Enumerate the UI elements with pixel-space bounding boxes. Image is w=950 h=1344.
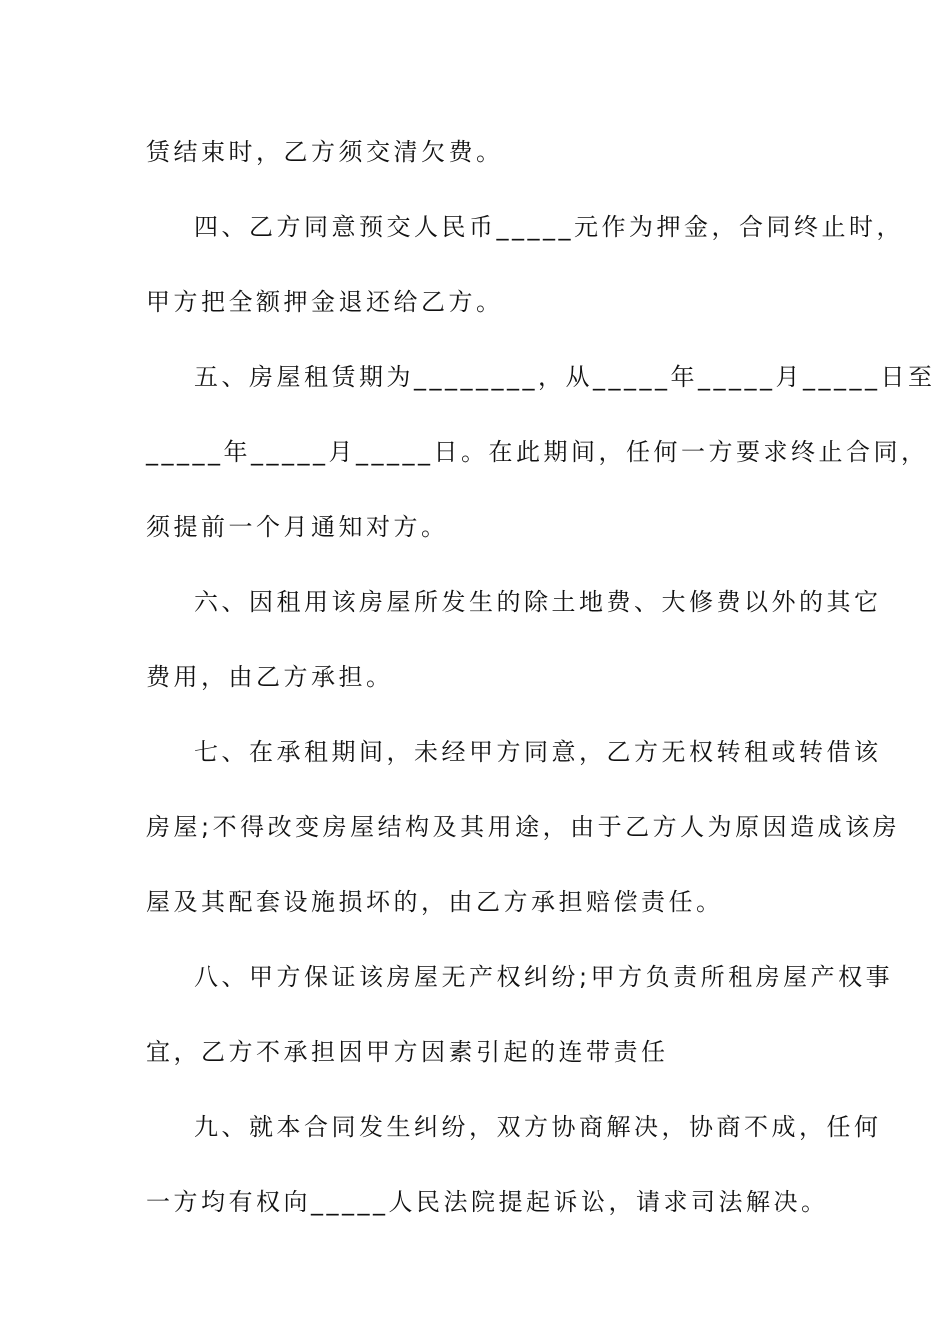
text-line: 须提前一个月通知对方。 <box>146 513 449 541</box>
clause-4-line: 四、乙方同意预交人民币_____元作为押金，合同终止时， <box>194 213 904 241</box>
text-line: _____年_____月_____日。在此期间，任何一方要求终止合同， <box>146 438 929 466</box>
text-line: 宜，乙方不承担因甲方因素引起的连带责任 <box>146 1038 669 1066</box>
clause-8-line: 八、甲方保证该房屋无产权纠纷;甲方负责所租房屋产权事 <box>194 963 894 991</box>
text-line: 甲方把全额押金退还给乙方。 <box>146 288 504 316</box>
clause-9-line: 九、就本合同发生纠纷，双方协商解决，协商不成，任何 <box>194 1113 882 1141</box>
text-line: 屋及其配套设施损坏的，由乙方承担赔偿责任。 <box>146 888 724 916</box>
clause-6-line: 六、因租用该房屋所发生的除土地费、大修费以外的其它 <box>194 588 882 616</box>
clause-5-line: 五、房屋租赁期为________，从_____年_____月_____日至 <box>194 363 936 391</box>
text-line: 费用，由乙方承担。 <box>146 663 394 691</box>
text-line: 赁结束时，乙方须交清欠费。 <box>146 138 504 166</box>
text-line: 一方均有权向_____人民法院提起诉讼，请求司法解决。 <box>146 1188 829 1216</box>
clause-7-line: 七、在承租期间，未经甲方同意，乙方无权转租或转借该 <box>194 738 882 766</box>
text-line: 房屋;不得改变房屋结构及其用途，由于乙方人为原因造成该房 <box>146 813 901 841</box>
